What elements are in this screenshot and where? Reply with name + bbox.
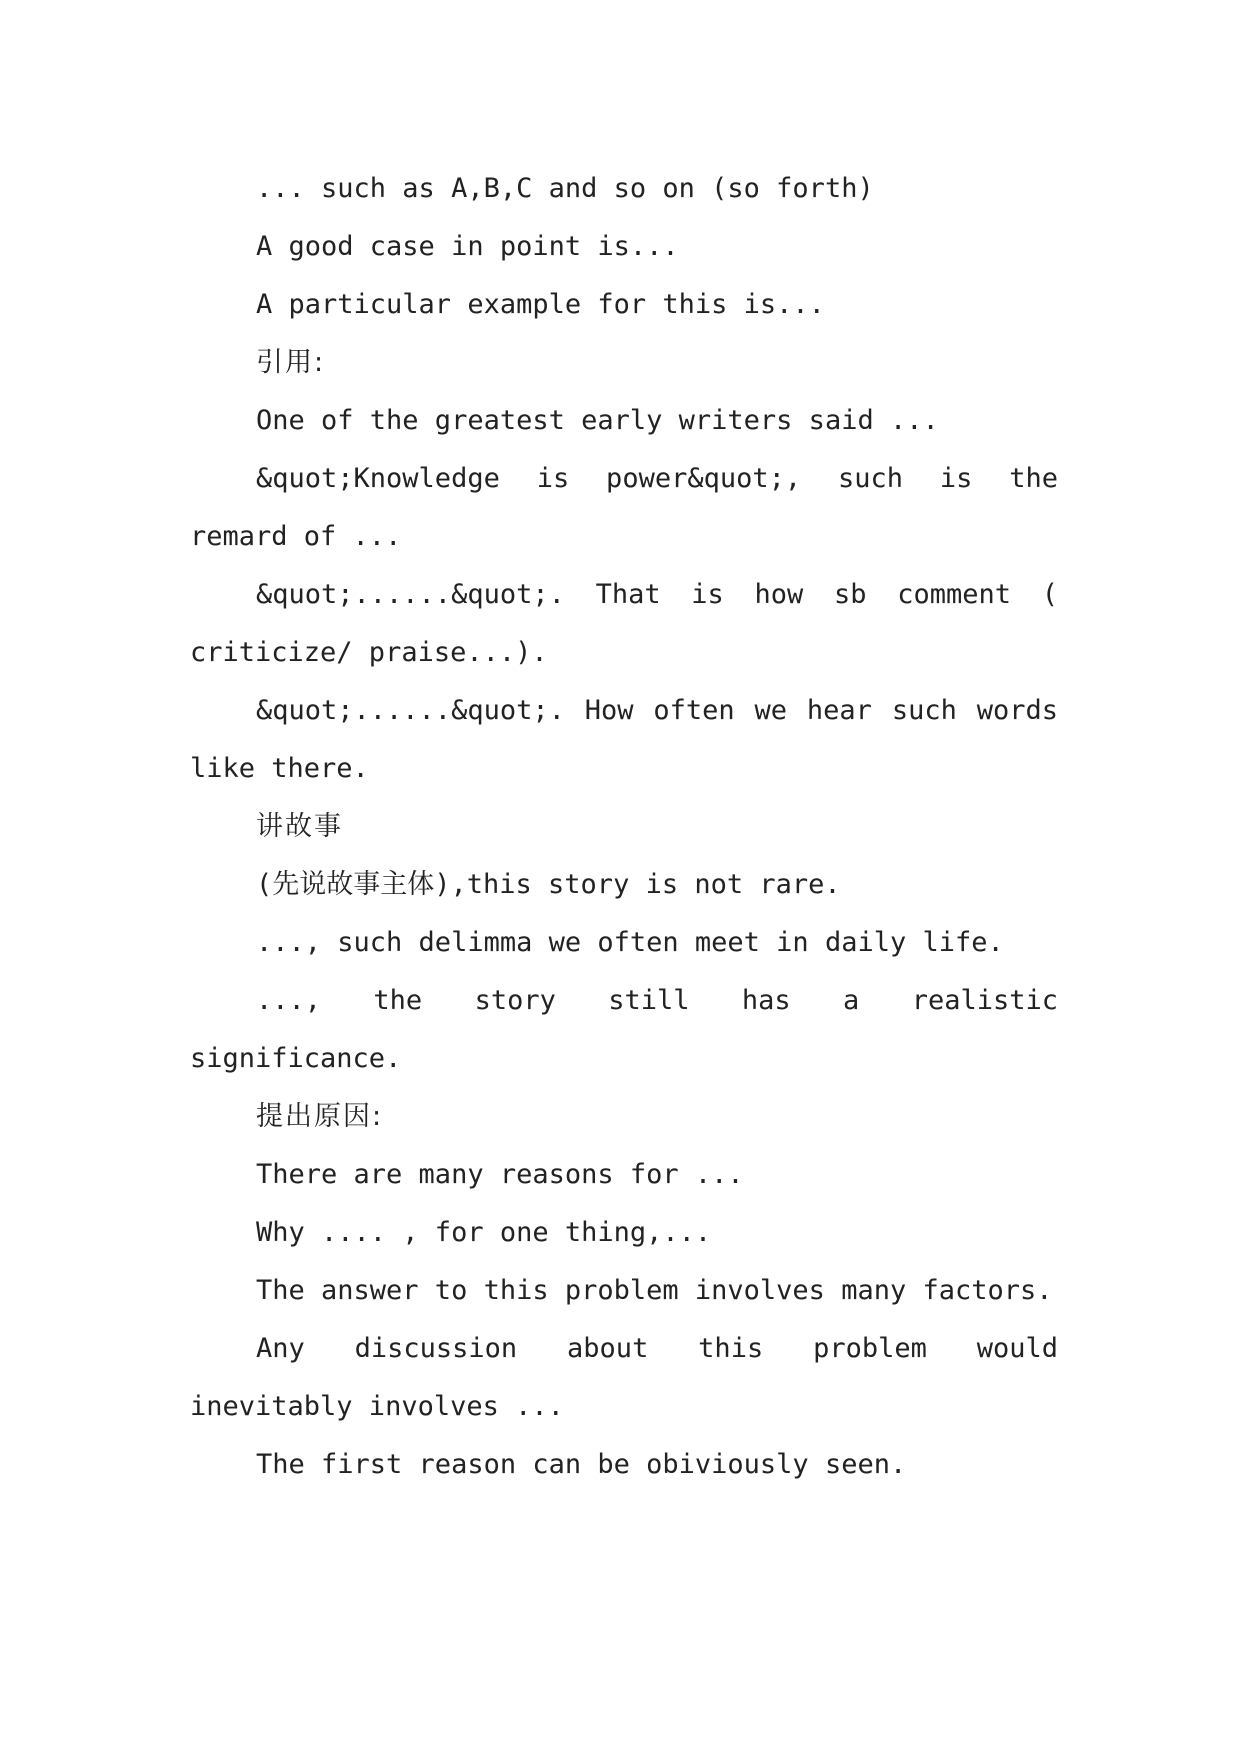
paragraph-story-not-rare: (先说故事主体),this story is not rare.: [256, 869, 841, 900]
paragraph-answer-factors: The answer to this problem involves many factors.: [256, 1275, 1053, 1306]
paragraph-early-writers: One of the greatest early writers said ...: [256, 405, 939, 436]
document-body: [190, 160, 1058, 1494]
paragraph-hear-such-words: &quot;......&quot;. How often we hear such words like there.: [190, 695, 1058, 784]
section-heading-quotation: 引用:: [256, 347, 326, 378]
paragraph-case-in-point: A good case in point is...: [256, 231, 679, 262]
paragraph-knowledge-is-power: &quot;Knowledge is power&quot;, such is the remard of ...: [190, 463, 1058, 552]
paragraph-comment: &quot;......&quot;. That is how sb comment ( criticize/ praise...).: [190, 579, 1058, 668]
paragraph-realistic-significance: ..., the story still has a realistic significance.: [190, 985, 1058, 1074]
section-heading-reasons: 提出原因:: [256, 1101, 384, 1132]
paragraph-many-reasons: There are many reasons for ...: [256, 1159, 744, 1190]
paragraph-examples-list: ... such as A,B,C and so on (so forth): [256, 173, 874, 204]
section-heading-storytelling: 讲故事: [256, 811, 343, 842]
paragraph-delimma: ..., such delimma we often meet in daily life.: [256, 927, 1004, 958]
paragraph-particular-example: A particular example for this is...: [256, 289, 825, 320]
paragraph-for-one-thing: Why .... , for one thing,...: [256, 1217, 712, 1248]
paragraph-first-reason: The first reason can be obiviously seen.: [256, 1449, 907, 1480]
paragraph-discussion: Any discussion about this problem would inevitably involves ...: [190, 1333, 1058, 1422]
